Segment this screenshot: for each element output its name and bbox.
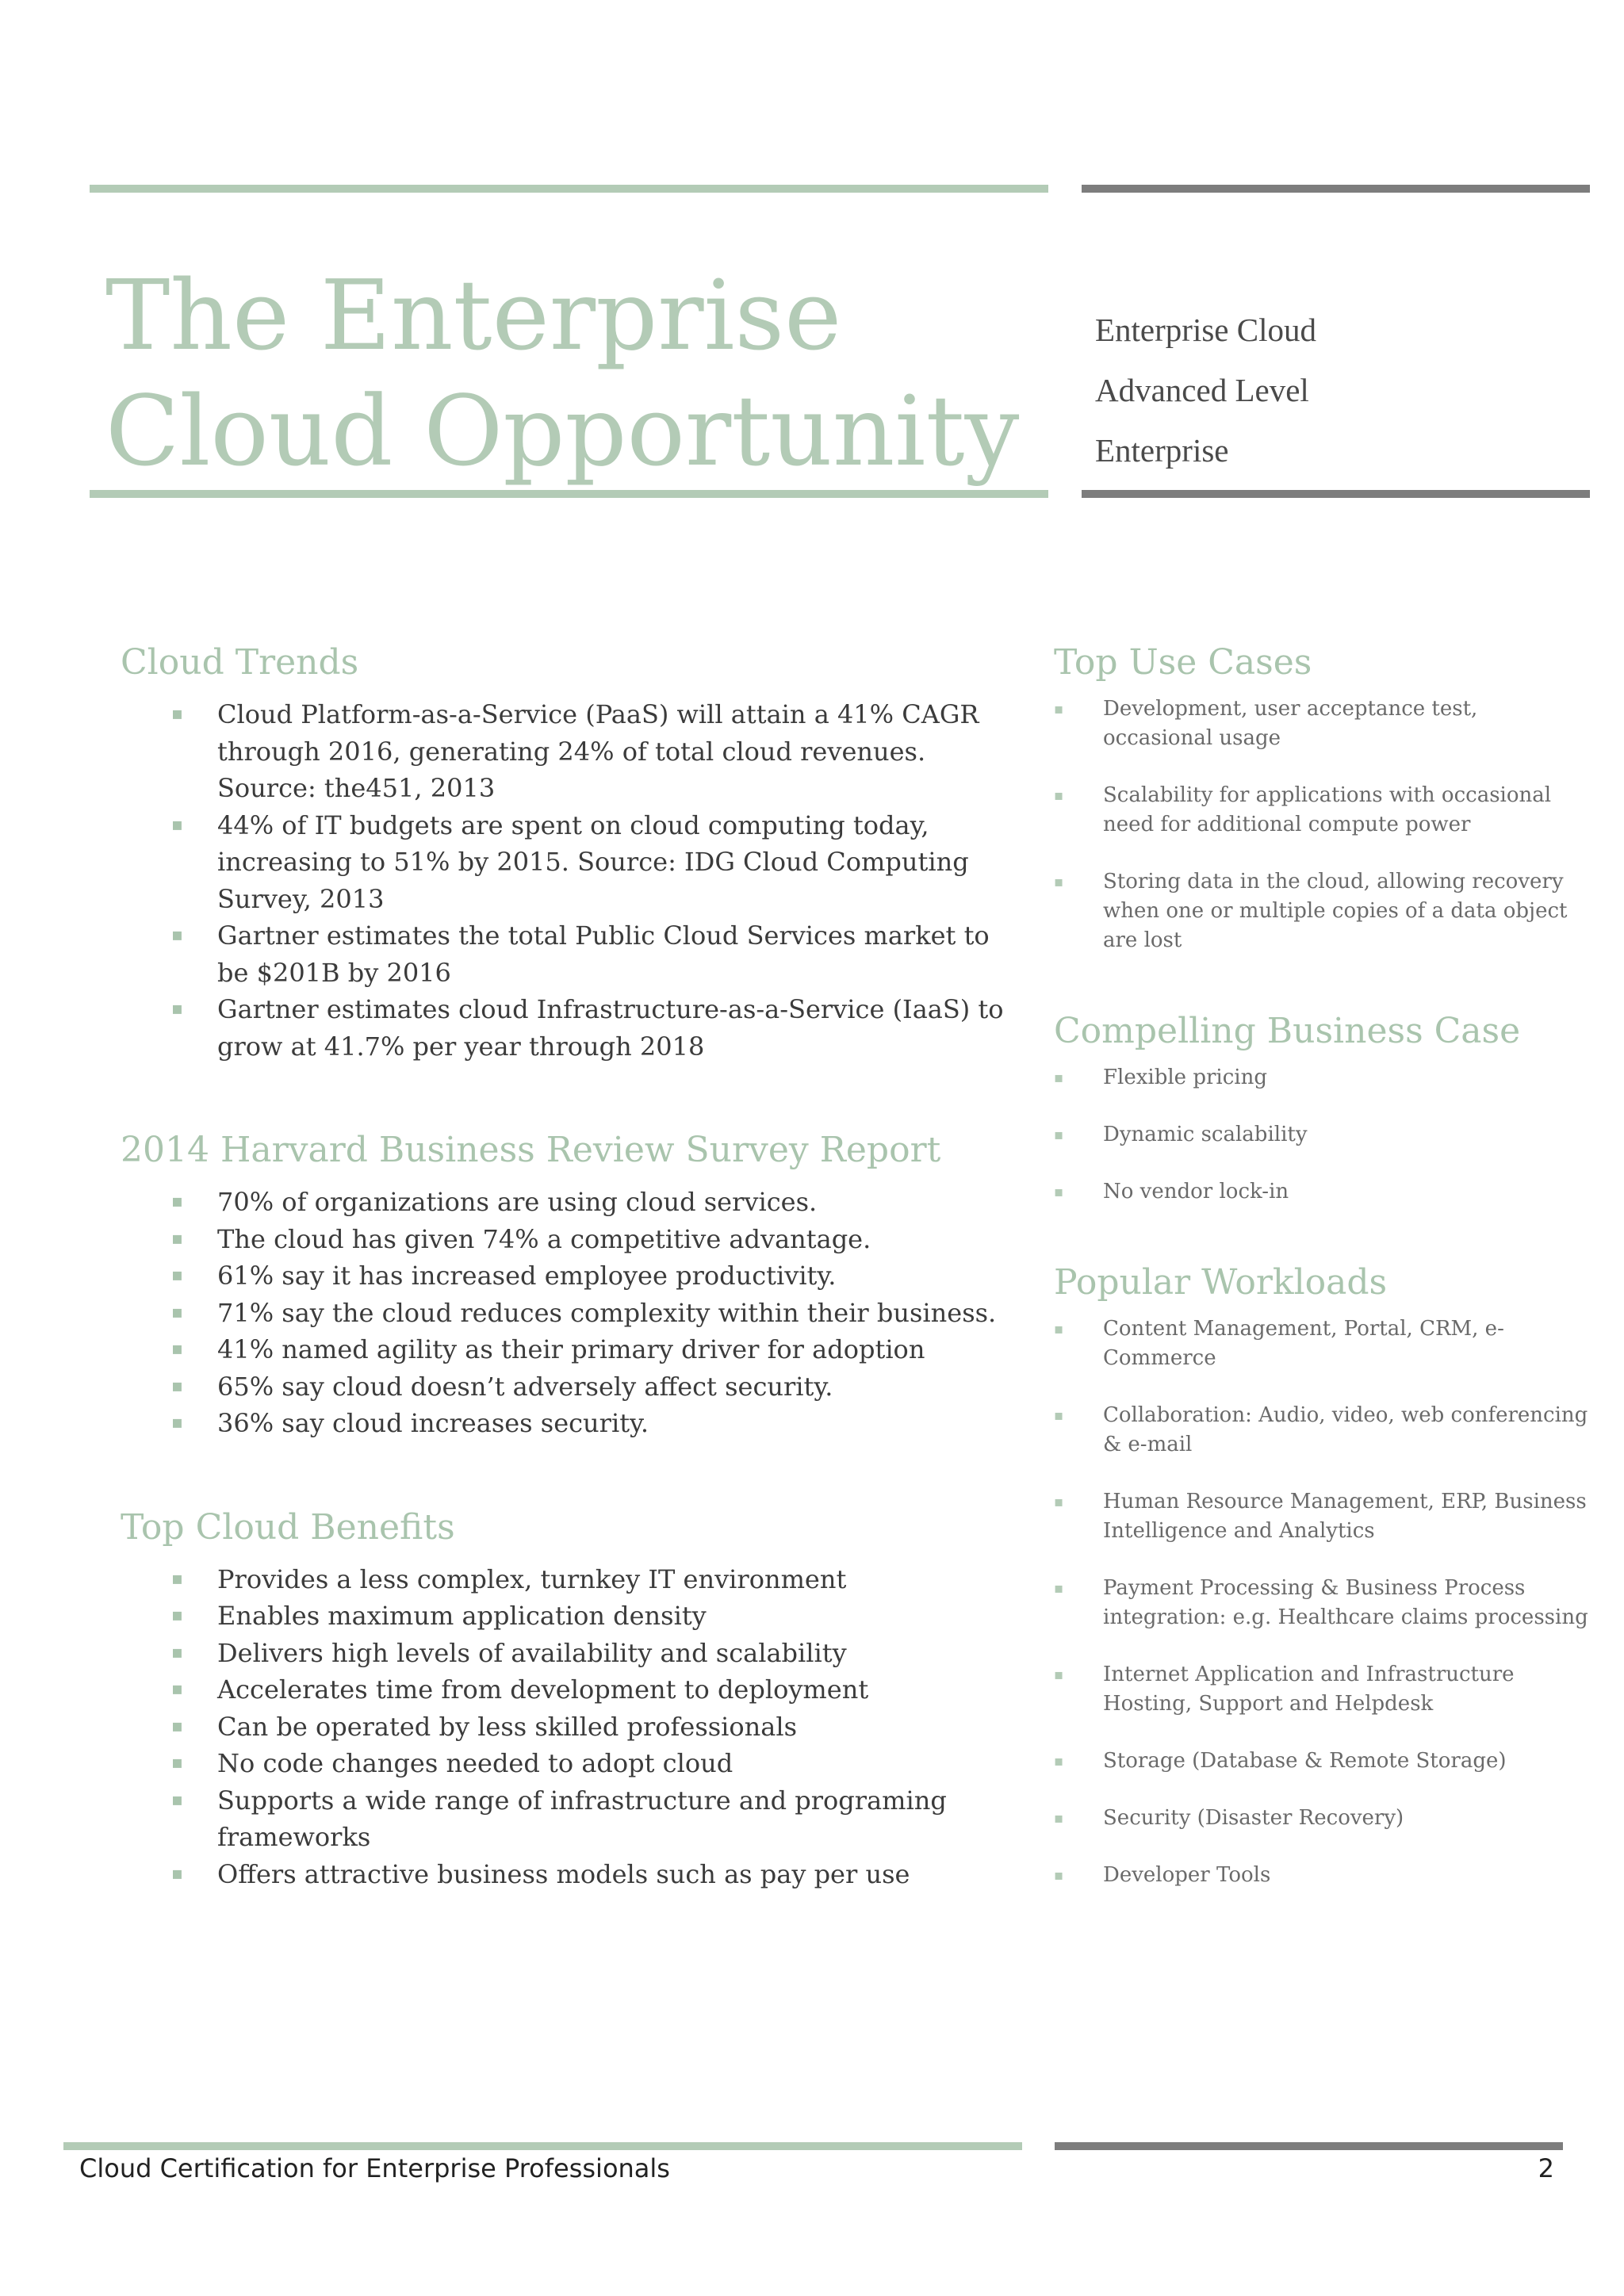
list-item-text: Content Management, Portal, CRM, e-Commerce <box>1103 1317 1504 1370</box>
list-item-text: Storage (Database & Remote Storage) <box>1103 1749 1507 1773</box>
right-column <box>1054 634 1593 1938</box>
list-item <box>1054 1804 1593 1833</box>
list-item-text: Accelerates time from development to deployment <box>217 1674 869 1705</box>
list-item <box>121 1295 1017 1332</box>
list-item-text: 44% of IT budgets are spent on cloud computing today, increasing to 51% by 2015. Source: IDG Cloud Computing Survey, 2013 <box>217 809 969 914</box>
list-item <box>1054 1861 1593 1890</box>
list-item-text: Gartner estimates the total Public Cloud Services market to be $201B by 2016 <box>217 920 990 988</box>
list-item <box>1054 1314 1593 1373</box>
list-item-text: Can be operated by less skilled professionals <box>217 1711 797 1742</box>
bullet-icon: ▪ <box>1054 1494 1064 1510</box>
bullet-icon: ▪ <box>171 1228 183 1249</box>
bullet-icon: ▪ <box>1054 1184 1064 1200</box>
section-heading-workloads: Popular Workloads <box>1054 1262 1388 1303</box>
bullet-icon: ▪ <box>1054 874 1064 890</box>
list-item <box>1054 867 1593 955</box>
bullet-icon: ▪ <box>171 999 183 1019</box>
footer-rule-green <box>63 2142 1022 2150</box>
footer-title: Cloud Certification for Enterprise Professionals <box>79 2153 670 2183</box>
list-item-text: Developer Tools <box>1103 1863 1271 1887</box>
bullet-icon: ▪ <box>1054 1070 1064 1086</box>
bullet-icon: ▪ <box>1054 1580 1064 1597</box>
list-item <box>1054 1747 1593 1776</box>
list-item <box>1054 1063 1593 1093</box>
meta-level: Advanced Level <box>1095 372 1309 408</box>
meta-underline-grey <box>1082 490 1590 498</box>
list-item <box>1054 781 1593 840</box>
bullet-icon: ▪ <box>171 1265 183 1285</box>
top-benefits-list <box>121 1561 1017 1893</box>
list-item-text: Internet Application and Infrastructure Hosting, Support and Helpdesk <box>1103 1663 1515 1716</box>
use-cases-list <box>1054 695 1593 955</box>
list-item-text: Collaboration: Audio, video, web conferencing & e-mail <box>1103 1403 1588 1456</box>
bullet-icon: ▪ <box>171 1568 183 1589</box>
bullet-icon: ▪ <box>1054 1127 1064 1143</box>
footer-rule-grey <box>1055 2142 1563 2150</box>
list-item <box>121 1257 1017 1295</box>
title-line-1: The Enterprise <box>105 259 842 372</box>
bullet-icon: ▪ <box>171 1716 183 1736</box>
bullet-icon: ▪ <box>171 1863 183 1884</box>
list-item-text: Cloud Platform-as-a-Service (PaaS) will attain a 41% CAGR through 2016, generating 24% of total cloud revenues. Source: the451, 2013 <box>217 699 979 803</box>
list-item <box>121 917 1017 991</box>
bullet-icon: ▪ <box>1054 787 1064 804</box>
list-item <box>121 1709 1017 1746</box>
list-item <box>1054 1487 1593 1546</box>
list-item-text: Storing data in the cloud, allowing recovery when one or multiple copies of a data object are lost <box>1103 870 1568 952</box>
list-item <box>1054 695 1593 753</box>
bullet-icon: ▪ <box>171 1339 183 1359</box>
title-line-2: Cloud Opportunity <box>105 375 1020 488</box>
list-item <box>121 1561 1017 1598</box>
bullet-icon: ▪ <box>1054 1321 1064 1337</box>
list-item-text: Offers attractive business models such as pay per use <box>217 1858 910 1889</box>
list-item-text: Delivers high levels of availability and scalability <box>217 1637 847 1668</box>
list-item <box>1054 1401 1593 1460</box>
bullet-icon: ▪ <box>1054 1407 1064 1424</box>
bullet-icon: ▪ <box>171 704 183 724</box>
list-item <box>121 991 1017 1065</box>
list-item-text: 65% say cloud doesn’t adversely affect security. <box>217 1371 833 1402</box>
bullet-icon: ▪ <box>171 1679 183 1699</box>
page-title <box>105 258 1041 489</box>
list-item-text: No code changes needed to adopt cloud <box>217 1748 733 1778</box>
list-item-text: No vendor lock-in <box>1103 1180 1289 1203</box>
cloud-trends-list <box>121 696 1017 1065</box>
business-case-list <box>1054 1063 1593 1207</box>
bullet-icon: ▪ <box>171 814 183 835</box>
meta-category: Enterprise Cloud <box>1095 312 1316 348</box>
bullet-icon: ▪ <box>171 1753 183 1773</box>
list-item <box>1054 1177 1593 1207</box>
list-item-text: Enables maximum application density <box>217 1601 707 1631</box>
list-item-text: 41% named agility as their primary driver for adoption <box>217 1334 925 1364</box>
list-item <box>121 1598 1017 1635</box>
list-item-text: Dynamic scalability <box>1103 1123 1308 1146</box>
section-heading-top-benefits: Top Cloud Benefits <box>121 1506 455 1548</box>
workloads-list <box>1054 1314 1593 1890</box>
hbr-survey-list <box>121 1184 1017 1442</box>
bullet-icon: ▪ <box>171 1413 183 1433</box>
left-column <box>121 634 1017 1950</box>
list-item <box>121 1368 1017 1406</box>
list-item <box>1054 1120 1593 1150</box>
list-item-text: Gartner estimates cloud Infrastructure-as-a-Service (IaaS) to grow at 41.7% per year through 2018 <box>217 994 1004 1062</box>
list-item-text: 61% say it has increased employee productivity. <box>217 1261 837 1291</box>
list-item-text: Flexible pricing <box>1103 1066 1267 1089</box>
list-item <box>1054 1660 1593 1719</box>
list-item-text: 36% say cloud increases security. <box>217 1408 649 1438</box>
bullet-icon: ▪ <box>1054 1867 1064 1884</box>
section-heading-use-cases: Top Use Cases <box>1054 642 1312 683</box>
list-item <box>1054 1574 1593 1632</box>
title-underline-green <box>90 490 1048 498</box>
page-number: 2 <box>1538 2153 1554 2183</box>
course-meta <box>1095 300 1587 480</box>
list-item-text: Human Resource Management, ERP, Business Intelligence and Analytics <box>1103 1490 1587 1543</box>
bullet-icon: ▪ <box>171 1605 183 1625</box>
bullet-icon: ▪ <box>1054 1667 1064 1683</box>
section-heading-hbr-survey: 2014 Harvard Business Review Survey Report <box>121 1130 941 1170</box>
list-item-text: The cloud has given 74% a competitive advantage. <box>217 1223 871 1254</box>
bullet-icon: ▪ <box>171 1376 183 1396</box>
bullet-icon: ▪ <box>171 925 183 945</box>
list-item-text: Scalability for applications with occasional need for additional compute power <box>1103 783 1552 836</box>
list-item-text: 71% say the cloud reduces complexity within their business. <box>217 1297 997 1328</box>
list-item-text: Supports a wide range of infrastructure and programing frameworks <box>217 1785 947 1852</box>
list-item <box>121 1405 1017 1442</box>
list-item <box>121 1856 1017 1893</box>
list-item-text: Development, user acceptance test, occasional usage <box>1103 697 1478 750</box>
section-heading-business-case: Compelling Business Case <box>1054 1011 1521 1051</box>
list-item <box>121 1221 1017 1258</box>
list-item-text: 70% of organizations are using cloud services. <box>217 1187 818 1217</box>
meta-audience: Enterprise <box>1095 432 1229 469</box>
section-heading-cloud-trends: Cloud Trends <box>121 642 359 683</box>
list-item <box>121 1184 1017 1221</box>
bullet-icon: ▪ <box>1054 1810 1064 1827</box>
top-rule-green <box>90 185 1048 193</box>
bullet-icon: ▪ <box>171 1302 183 1322</box>
list-item <box>121 1331 1017 1368</box>
bullet-icon: ▪ <box>171 1789 183 1810</box>
top-rule-grey <box>1082 185 1590 193</box>
list-item <box>121 1745 1017 1782</box>
bullet-icon: ▪ <box>1054 1753 1064 1770</box>
list-item <box>121 807 1017 918</box>
list-item-text: Security (Disaster Recovery) <box>1103 1806 1404 1830</box>
bullet-icon: ▪ <box>1054 701 1064 718</box>
list-item-text: Payment Processing & Business Process integration: e.g. Healthcare claims processing <box>1103 1576 1588 1629</box>
bullet-icon: ▪ <box>171 1192 183 1211</box>
bullet-icon: ▪ <box>171 1642 183 1663</box>
list-item <box>121 1635 1017 1672</box>
list-item <box>121 1671 1017 1709</box>
list-item <box>121 1782 1017 1856</box>
list-item-text: Provides a less complex, turnkey IT environment <box>217 1563 847 1594</box>
list-item <box>121 696 1017 807</box>
